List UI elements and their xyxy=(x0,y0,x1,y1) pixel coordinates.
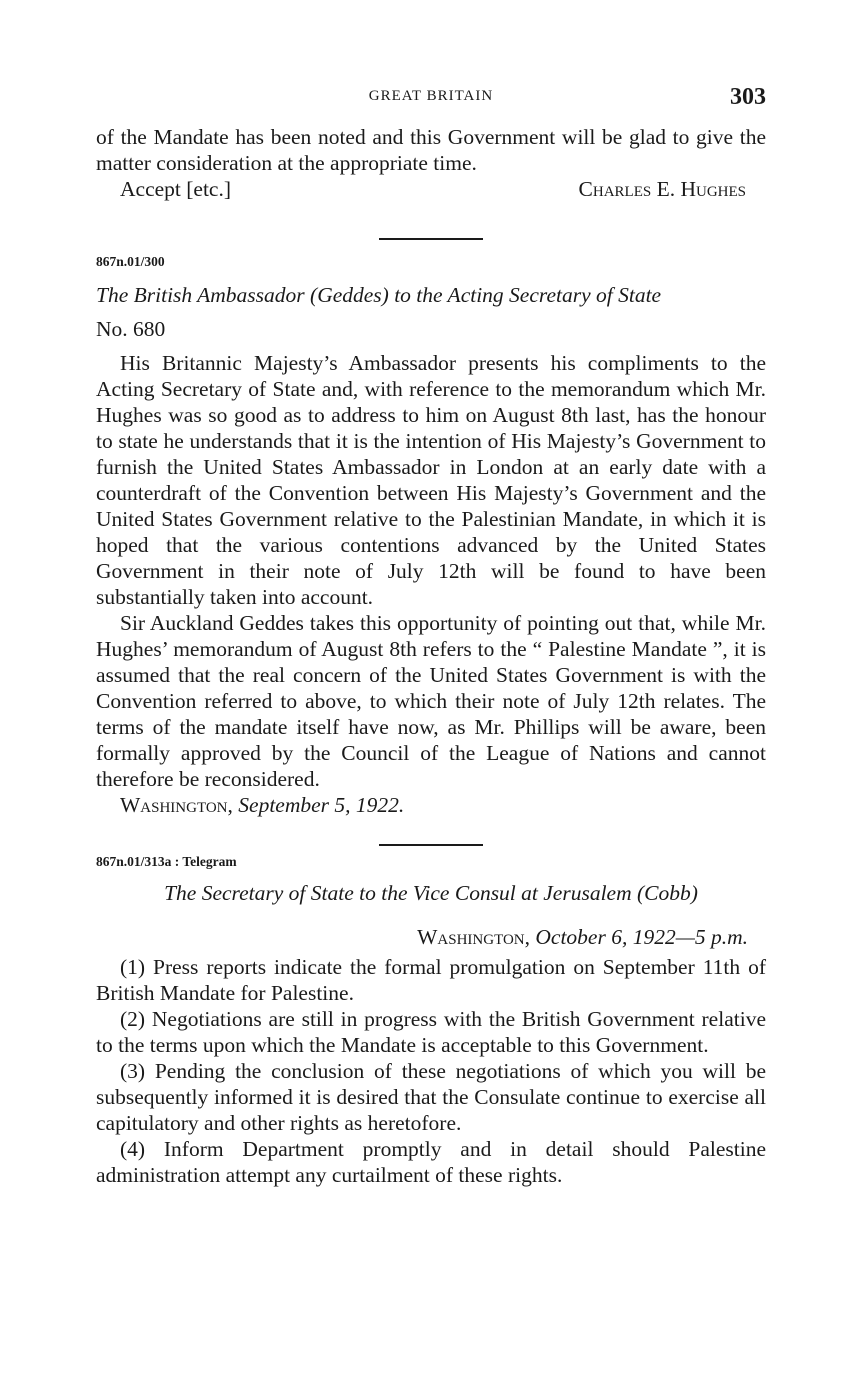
opening-paragraph: of the Mandate has been noted and this Government will be glad to give the matter consideration at the appropriate time. xyxy=(96,125,766,175)
dateline-place: Washington, xyxy=(417,925,531,949)
signature: Charles E. Hughes xyxy=(578,177,746,201)
document-number: No. 680 xyxy=(96,317,166,341)
dateline xyxy=(96,792,766,818)
numbered-paragraph: (1) Press reports indicate the formal promulgation on September 11th of British Mandate for Palestine. xyxy=(96,955,766,1005)
document-page xyxy=(96,84,766,1188)
dateline-date: October 6, 1922—5 p.m. xyxy=(535,925,748,949)
body-paragraph: His Britannic Majesty’s Ambassador presents his compliments to the Acting Secretary of State and, with reference to the memorandum which Mr. Hughes was so good as to address to him on August 8th last, has the honour to state he understands that it is the intention of His Majesty’s Government to furnish the United States Ambassador in London at an early date with a counterdraft of the Convention between His Majesty’s Government and the United States Government relative to the Palestinian Mandate, in which it is hoped that the various contentions advanced by the United States Government in their note of July 12th will be found to have been substantially taken into account. xyxy=(96,351,766,609)
numbered-paragraph: (3) Pending the conclusion of these negotiations of which you will be subsequently informed it is desired that the Consulate continue to exercise all capitulatory and other rights as heretofore. xyxy=(96,1059,766,1135)
numbered-paragraph: (4) Inform Department promptly and in detail should Palestine administration attempt any curtailment of these rights. xyxy=(96,1137,766,1187)
running-head: GREAT BRITAIN xyxy=(368,88,494,104)
numbered-paragraph: (2) Negotiations are still in progress with the British Government relative to the terms upon which the Mandate is acceptable to this Government. xyxy=(96,1007,766,1057)
page-number: 303 xyxy=(730,84,766,110)
closing-line xyxy=(96,176,766,202)
document-title: The Secretary of State to the Vice Consul at Jerusalem (Cobb) xyxy=(164,881,698,905)
dateline xyxy=(96,924,766,950)
file-number: 867n.01/300 xyxy=(96,254,165,269)
body-paragraph: Sir Auckland Geddes takes this opportunity of pointing out that, while Mr. Hughes’ memorandum of August 8th refers to the “ Palestine Mandate ”, it is assumed that the real concern of the United States Government is with the Convention referred to above, to which their note of July 12th relates. The terms of the mandate itself have now, as Mr. Phillips will be aware, been formally approved by the Council of the League of Nations and cannot therefore be reconsidered. xyxy=(96,611,766,791)
accept-etc: Accept [etc.] xyxy=(120,177,232,201)
file-number: 867n.01/313a : Telegram xyxy=(96,854,237,869)
page-header xyxy=(96,84,766,124)
dateline-date: September 5, 1922. xyxy=(238,793,405,817)
document-title: The British Ambassador (Geddes) to the Acting Secretary of State xyxy=(96,283,662,307)
dateline-place: Washington, xyxy=(120,793,233,817)
